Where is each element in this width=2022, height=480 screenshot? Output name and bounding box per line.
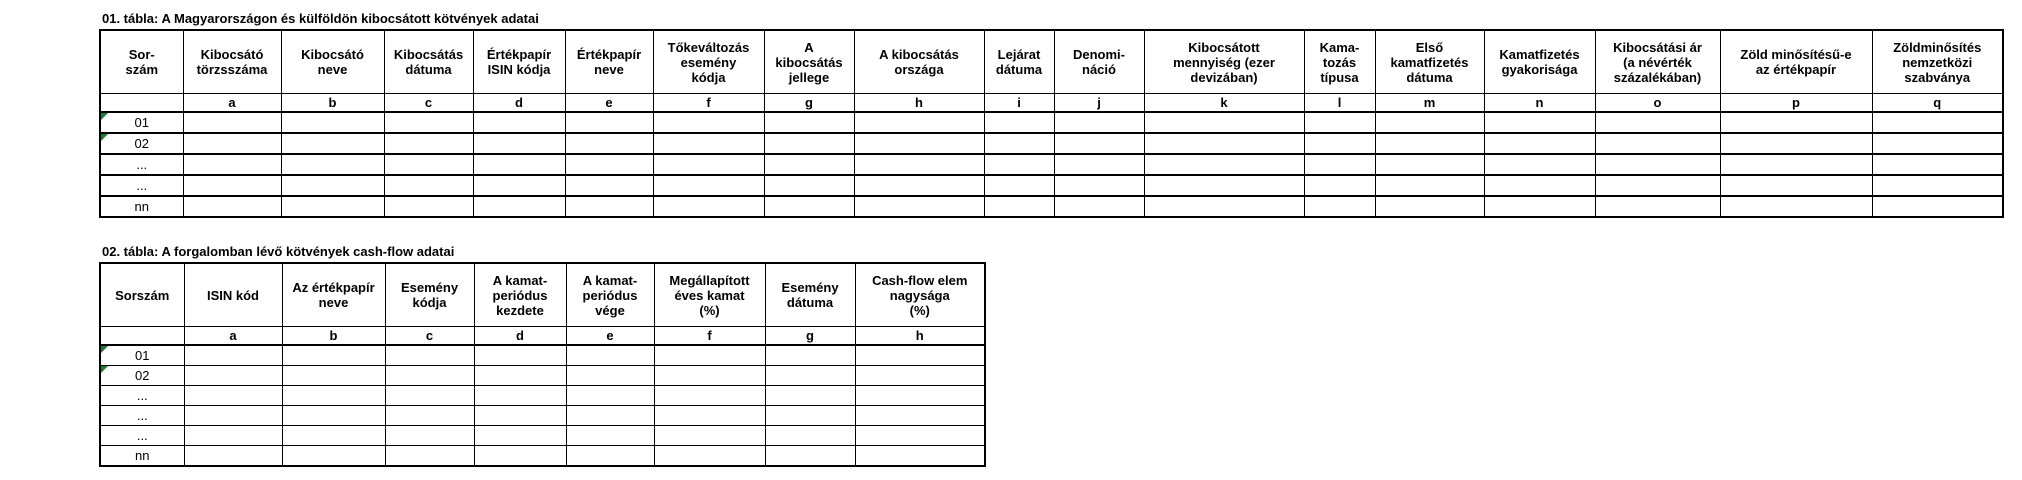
data-cell[interactable]: [1484, 154, 1595, 175]
data-cell[interactable]: [1144, 154, 1304, 175]
data-cell[interactable]: [565, 196, 653, 217]
data-cell[interactable]: [473, 175, 565, 196]
row-number-label: 01: [134, 115, 149, 130]
data-cell[interactable]: [765, 345, 855, 366]
t2-column-letter: f: [654, 327, 765, 346]
row-number: [100, 406, 184, 426]
data-cell[interactable]: [653, 175, 764, 196]
data-cell[interactable]: [855, 386, 985, 406]
data-cell[interactable]: [1595, 196, 1720, 217]
t1-header-cell: Zöldminősítés nemzetközi szabványa: [1872, 30, 2003, 94]
row-number-label: ...: [136, 408, 148, 423]
data-cell[interactable]: [1720, 154, 1872, 175]
row-number-label: nn: [134, 199, 149, 214]
row-number: [100, 154, 183, 175]
data-cell[interactable]: [984, 133, 1054, 154]
data-cell[interactable]: [1054, 175, 1144, 196]
data-cell[interactable]: [281, 154, 384, 175]
data-cell[interactable]: [1484, 112, 1595, 133]
data-cell[interactable]: [282, 426, 385, 446]
data-cell[interactable]: [385, 426, 474, 446]
data-cell[interactable]: [566, 366, 654, 386]
data-cell[interactable]: [1595, 154, 1720, 175]
data-cell[interactable]: [984, 196, 1054, 217]
table2-cashflow: [99, 262, 986, 467]
data-cell[interactable]: [566, 406, 654, 426]
data-cell[interactable]: [1872, 154, 2003, 175]
data-cell[interactable]: [281, 112, 384, 133]
data-cell[interactable]: [855, 406, 985, 426]
data-cell[interactable]: [765, 406, 855, 426]
data-cell[interactable]: [183, 112, 281, 133]
t1-column-letter: m: [1375, 94, 1484, 113]
data-cell[interactable]: [565, 154, 653, 175]
data-cell[interactable]: [184, 366, 282, 386]
row-number-label: 01: [135, 348, 150, 363]
row-number: [100, 446, 184, 467]
data-cell[interactable]: [183, 154, 281, 175]
t2-column-letter: [100, 327, 184, 346]
data-cell[interactable]: [654, 386, 765, 406]
t1-column-letter: k: [1144, 94, 1304, 113]
data-cell[interactable]: [654, 426, 765, 446]
t2-header-cell: Esemény dátuma: [765, 263, 855, 327]
row-number-label: ...: [136, 157, 148, 172]
t1-column-letter: a: [183, 94, 281, 113]
table-row: [100, 386, 985, 406]
t1-header-cell: Első kamatfizetés dátuma: [1375, 30, 1484, 94]
t1-column-letter: n: [1484, 94, 1595, 113]
data-cell[interactable]: [1595, 175, 1720, 196]
data-cell[interactable]: [282, 406, 385, 426]
data-cell[interactable]: [1595, 112, 1720, 133]
t1-column-letter: d: [473, 94, 565, 113]
cell-marker-icon: [101, 346, 108, 353]
data-cell[interactable]: [854, 175, 984, 196]
row-number: [100, 426, 184, 446]
t2-header-cell: Cash-flow elem nagysága (%): [855, 263, 985, 327]
t1-column-letter: b: [281, 94, 384, 113]
data-cell[interactable]: [384, 175, 473, 196]
t1-column-letter: l: [1304, 94, 1375, 113]
t1-column-letter: p: [1720, 94, 1872, 113]
t1-column-letter: q: [1872, 94, 2003, 113]
data-cell[interactable]: [1144, 175, 1304, 196]
data-cell[interactable]: [984, 112, 1054, 133]
data-cell[interactable]: [653, 196, 764, 217]
data-cell[interactable]: [764, 112, 854, 133]
data-cell[interactable]: [281, 196, 384, 217]
table-row: [100, 446, 985, 467]
data-cell[interactable]: [1054, 196, 1144, 217]
data-cell[interactable]: [473, 112, 565, 133]
t1-header-cell: Zöld minősítésű-e az értékpapír: [1720, 30, 1872, 94]
data-cell[interactable]: [565, 133, 653, 154]
row-number: [100, 366, 184, 386]
data-cell[interactable]: [1720, 175, 1872, 196]
data-cell[interactable]: [566, 426, 654, 446]
row-number: [100, 175, 183, 196]
t2-column-letter: h: [855, 327, 985, 346]
data-cell[interactable]: [1595, 133, 1720, 154]
row-number-label: 02: [135, 368, 150, 383]
t2-header-cell: ISIN kód: [184, 263, 282, 327]
t1-header-cell: Kibocsátott mennyiség (ezer devizában): [1144, 30, 1304, 94]
table2-caption: 02. tábla: A forgalomban lévő kötvények cash-flow adatai: [102, 244, 455, 259]
data-cell[interactable]: [474, 345, 566, 366]
t1-column-letter: f: [653, 94, 764, 113]
t1-header-cell: Kibocsátási ár (a névérték százalékában): [1595, 30, 1720, 94]
data-cell[interactable]: [566, 446, 654, 467]
data-cell[interactable]: [765, 446, 855, 467]
t2-column-letter: c: [385, 327, 474, 346]
row-number-label: ...: [136, 388, 148, 403]
data-cell[interactable]: [654, 446, 765, 467]
t1-header-cell: Kamatfizetés gyakorisága: [1484, 30, 1595, 94]
t2-header-cell: Az értékpapír neve: [282, 263, 385, 327]
data-cell[interactable]: [384, 112, 473, 133]
row-number: [100, 196, 183, 217]
data-cell[interactable]: [385, 446, 474, 467]
data-cell[interactable]: [282, 345, 385, 366]
table-row: [100, 175, 2003, 196]
data-cell[interactable]: [1720, 196, 1872, 217]
row-number-label: 02: [134, 136, 149, 151]
data-cell[interactable]: [855, 366, 985, 386]
data-cell[interactable]: [1375, 112, 1484, 133]
data-cell[interactable]: [765, 366, 855, 386]
table-row: [100, 133, 2003, 154]
row-number-label: ...: [136, 178, 148, 193]
cell-marker-icon: [101, 134, 108, 141]
t1-header-cell: Kibocsátás dátuma: [384, 30, 473, 94]
data-cell[interactable]: [1304, 196, 1375, 217]
table-row: [100, 112, 2003, 133]
cell-marker-icon: [101, 113, 108, 120]
data-cell[interactable]: [653, 112, 764, 133]
data-cell[interactable]: [1872, 175, 2003, 196]
data-cell[interactable]: [474, 446, 566, 467]
data-cell[interactable]: [855, 426, 985, 446]
t1-column-letter: j: [1054, 94, 1144, 113]
t1-header-cell: A kibocsátás jellege: [764, 30, 854, 94]
data-cell[interactable]: [474, 406, 566, 426]
data-cell[interactable]: [984, 154, 1054, 175]
data-cell[interactable]: [1375, 196, 1484, 217]
row-number: [100, 386, 184, 406]
t1-column-letter: i: [984, 94, 1054, 113]
table-row: [100, 345, 985, 366]
t2-column-letter: b: [282, 327, 385, 346]
t1-column-letter: [100, 94, 183, 113]
data-cell[interactable]: [764, 133, 854, 154]
t1-header-cell: Lejárat dátuma: [984, 30, 1054, 94]
data-cell[interactable]: [1144, 196, 1304, 217]
data-cell[interactable]: [183, 133, 281, 154]
data-cell[interactable]: [654, 345, 765, 366]
t1-header-cell: Tőkeváltozás esemény kódja: [653, 30, 764, 94]
data-cell[interactable]: [385, 345, 474, 366]
t2-column-letter: g: [765, 327, 855, 346]
t1-header-cell: Kibocsátó neve: [281, 30, 384, 94]
data-cell[interactable]: [473, 133, 565, 154]
t1-column-letter: c: [384, 94, 473, 113]
data-cell[interactable]: [474, 426, 566, 446]
table1-caption: 01. tábla: A Magyarországon és külföldön kibocsátott kötvények adatai: [102, 11, 539, 26]
data-cell[interactable]: [474, 386, 566, 406]
row-number: [100, 345, 184, 366]
data-cell[interactable]: [281, 133, 384, 154]
data-cell[interactable]: [184, 406, 282, 426]
data-cell[interactable]: [984, 175, 1054, 196]
data-cell[interactable]: [1144, 112, 1304, 133]
data-cell[interactable]: [184, 386, 282, 406]
t2-header-cell: Sorszám: [100, 263, 184, 327]
data-cell[interactable]: [654, 366, 765, 386]
data-cell[interactable]: [385, 366, 474, 386]
data-cell[interactable]: [653, 133, 764, 154]
data-cell[interactable]: [282, 386, 385, 406]
data-cell[interactable]: [764, 175, 854, 196]
data-cell[interactable]: [765, 426, 855, 446]
data-cell[interactable]: [1720, 133, 1872, 154]
data-cell[interactable]: [281, 175, 384, 196]
data-cell[interactable]: [384, 133, 473, 154]
row-number-label: nn: [135, 448, 150, 463]
data-cell[interactable]: [855, 446, 985, 467]
data-cell[interactable]: [1144, 133, 1304, 154]
data-cell[interactable]: [654, 406, 765, 426]
data-cell[interactable]: [854, 154, 984, 175]
data-cell[interactable]: [282, 366, 385, 386]
t2-header-cell: Megállapított éves kamat (%): [654, 263, 765, 327]
table-row: [100, 426, 985, 446]
data-cell[interactable]: [1872, 196, 2003, 217]
data-cell[interactable]: [473, 196, 565, 217]
data-cell[interactable]: [385, 386, 474, 406]
data-cell[interactable]: [1872, 112, 2003, 133]
table-row: [100, 366, 985, 386]
t2-header-cell: A kamat- periódus vége: [566, 263, 654, 327]
data-cell[interactable]: [566, 386, 654, 406]
data-cell[interactable]: [1054, 154, 1144, 175]
data-cell[interactable]: [1375, 154, 1484, 175]
data-cell[interactable]: [184, 446, 282, 467]
t2-column-letter: d: [474, 327, 566, 346]
data-cell[interactable]: [184, 345, 282, 366]
t1-column-letter: o: [1595, 94, 1720, 113]
t1-column-letter: g: [764, 94, 854, 113]
data-cell[interactable]: [473, 154, 565, 175]
data-cell[interactable]: [1872, 133, 2003, 154]
data-cell[interactable]: [1054, 133, 1144, 154]
data-cell[interactable]: [764, 196, 854, 217]
data-cell[interactable]: [1304, 175, 1375, 196]
data-cell[interactable]: [1375, 175, 1484, 196]
t2-column-letter: a: [184, 327, 282, 346]
data-cell[interactable]: [183, 196, 281, 217]
row-number: [100, 112, 183, 133]
data-cell[interactable]: [1304, 133, 1375, 154]
t1-column-letter: h: [854, 94, 984, 113]
t1-header-cell: A kibocsátás országa: [854, 30, 984, 94]
table1-bond-issues: [99, 29, 2004, 218]
table-row: [100, 406, 985, 426]
data-cell[interactable]: [653, 154, 764, 175]
data-cell[interactable]: [854, 133, 984, 154]
table-row: [100, 196, 2003, 217]
t1-column-letter: e: [565, 94, 653, 113]
t1-header-cell: Denomi- náció: [1054, 30, 1144, 94]
data-cell[interactable]: [1375, 133, 1484, 154]
t2-header-cell: Esemény kódja: [385, 263, 474, 327]
data-cell[interactable]: [764, 154, 854, 175]
t1-header-cell: Kibocsátó törzsszáma: [183, 30, 281, 94]
table-row: [100, 154, 2003, 175]
data-cell[interactable]: [854, 196, 984, 217]
t1-header-cell: Sor- szám: [100, 30, 183, 94]
data-cell[interactable]: [1304, 154, 1375, 175]
data-cell[interactable]: [566, 345, 654, 366]
data-cell[interactable]: [385, 406, 474, 426]
t1-header-cell: Kama- tozás típusa: [1304, 30, 1375, 94]
data-cell[interactable]: [1484, 175, 1595, 196]
t1-header-cell: Értékpapír neve: [565, 30, 653, 94]
data-cell[interactable]: [565, 175, 653, 196]
data-cell[interactable]: [1484, 133, 1595, 154]
t1-header-cell: Értékpapír ISIN kódja: [473, 30, 565, 94]
data-cell[interactable]: [765, 386, 855, 406]
row-number-label: ...: [136, 428, 148, 443]
data-cell[interactable]: [855, 345, 985, 366]
data-cell[interactable]: [474, 366, 566, 386]
t2-header-cell: A kamat- periódus kezdete: [474, 263, 566, 327]
t2-column-letter: e: [566, 327, 654, 346]
data-cell[interactable]: [384, 154, 473, 175]
data-cell[interactable]: [282, 446, 385, 467]
data-cell[interactable]: [565, 112, 653, 133]
data-cell[interactable]: [1304, 112, 1375, 133]
data-cell[interactable]: [1720, 112, 1872, 133]
data-cell[interactable]: [184, 426, 282, 446]
data-cell[interactable]: [183, 175, 281, 196]
data-cell[interactable]: [384, 196, 473, 217]
row-number: [100, 133, 183, 154]
data-cell[interactable]: [854, 112, 984, 133]
cell-marker-icon: [101, 366, 108, 373]
data-cell[interactable]: [1484, 196, 1595, 217]
data-cell[interactable]: [1054, 112, 1144, 133]
